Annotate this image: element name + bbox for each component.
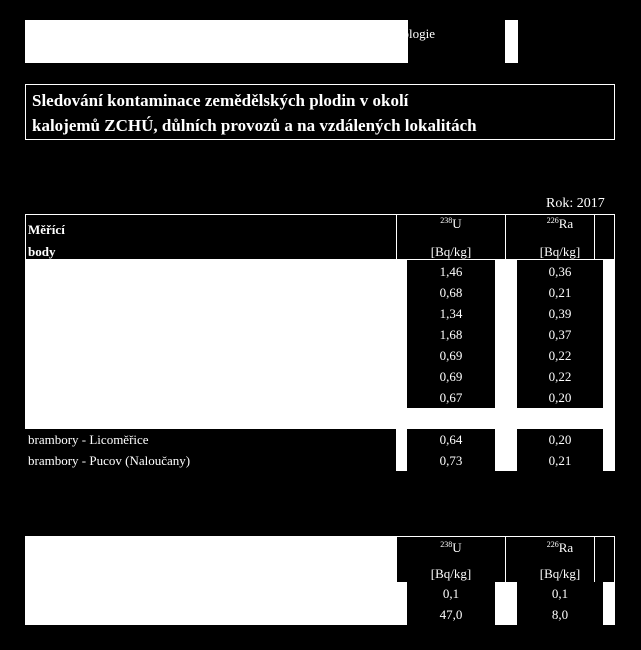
year-label: Rok: 2017 (546, 196, 605, 211)
table2-cell-ra: 8,0 (551, 607, 569, 622)
table2-cell-ra: 0,1 (551, 586, 569, 601)
table2-cell-u: 47,0 (439, 607, 463, 622)
t2-col-ra-sym: Ra (558, 540, 574, 555)
col-points-label-line1: Měřící (28, 222, 65, 237)
t2-col-u-header (408, 540, 494, 556)
t2-col-u-sym: U (452, 540, 462, 555)
t2-col-ra-unit: [Bq/kg] (539, 566, 581, 581)
table1-rowsb-gap1 (396, 429, 407, 471)
table2-header-sep2 (505, 537, 506, 582)
col-ra-sym: Ra (558, 216, 574, 231)
t2-col-u-unit: [Bq/kg] (430, 566, 472, 581)
col-ra-unit: [Bq/kg] (539, 244, 581, 259)
col-ra-sup: 226 (546, 216, 559, 225)
col-u-header (408, 216, 494, 232)
table1-cell-ra: 0,21 (548, 285, 572, 300)
page-title-line2: kalojemů ZCHÚ, důlních provozů a na vzdálených lokalitách (32, 116, 477, 135)
header-redaction-small (505, 20, 518, 63)
table1-cell-u: 1,68 (439, 327, 463, 342)
table2-header-sep1 (396, 537, 397, 582)
t2-col-ra-sup: 226 (546, 540, 559, 549)
table1-cell-ra: 0,37 (548, 327, 572, 342)
table1-cell-u: 0,67 (439, 390, 463, 405)
table1-cell-ra: 0,22 (548, 348, 572, 363)
table1-header-sep1 (396, 214, 397, 260)
table1-cell-ra: 0,36 (548, 264, 572, 279)
table1-row-label: brambory - Licoměřice (28, 432, 149, 447)
table1-cell-u: 1,46 (439, 264, 463, 279)
table1-spacer-row (25, 408, 615, 429)
col-points-label-line2: body (28, 244, 56, 259)
table2-header-sep4 (614, 537, 615, 582)
table1-cell-u: 0,69 (439, 348, 463, 363)
col-u-sup: 238 (440, 216, 453, 225)
table1-cell-u: 0,68 (439, 285, 463, 300)
header-org-text: kologie (396, 26, 435, 41)
table1-cell-u: 0,73 (439, 453, 463, 468)
table1-cell-ra: 0,20 (548, 390, 572, 405)
table1-redacted-labels (25, 260, 407, 408)
table2-redacted-labels (25, 582, 407, 625)
table2-header-redaction (25, 537, 396, 582)
table1-header-sep2 (505, 214, 506, 260)
table1-cell-ra: 0,39 (548, 306, 572, 321)
table1-rowsb-gap2 (495, 429, 517, 471)
col-ra-header (517, 216, 603, 232)
table1-cell-u: 0,64 (439, 432, 463, 447)
table1-cell-ra: 0,20 (548, 432, 572, 447)
t2-col-u-sup: 238 (440, 540, 453, 549)
header-redaction (25, 20, 408, 63)
table1-col-gap (495, 260, 517, 408)
table1-cell-ra: 0,21 (548, 453, 572, 468)
page-title-line1: Sledování kontaminace zemědělských plodin v okolí (32, 91, 409, 110)
table2-right-edge (603, 582, 615, 625)
table1-cell-u: 1,34 (439, 306, 463, 321)
table2-cell-u: 0,1 (442, 586, 460, 601)
table1-rowsb-right (603, 429, 615, 471)
col-u-sym: U (452, 216, 462, 231)
col-u-unit: [Bq/kg] (430, 244, 472, 259)
table1-row-label: brambory - Pucov (Naloučany) (28, 453, 191, 468)
table1-cell-u: 0,69 (439, 369, 463, 384)
table1-right-edge (603, 260, 615, 408)
table2-header-line (25, 536, 615, 537)
table1-cell-ra: 0,22 (548, 369, 572, 384)
t2-col-ra-header (517, 540, 603, 556)
table2-col-gap (495, 582, 517, 625)
